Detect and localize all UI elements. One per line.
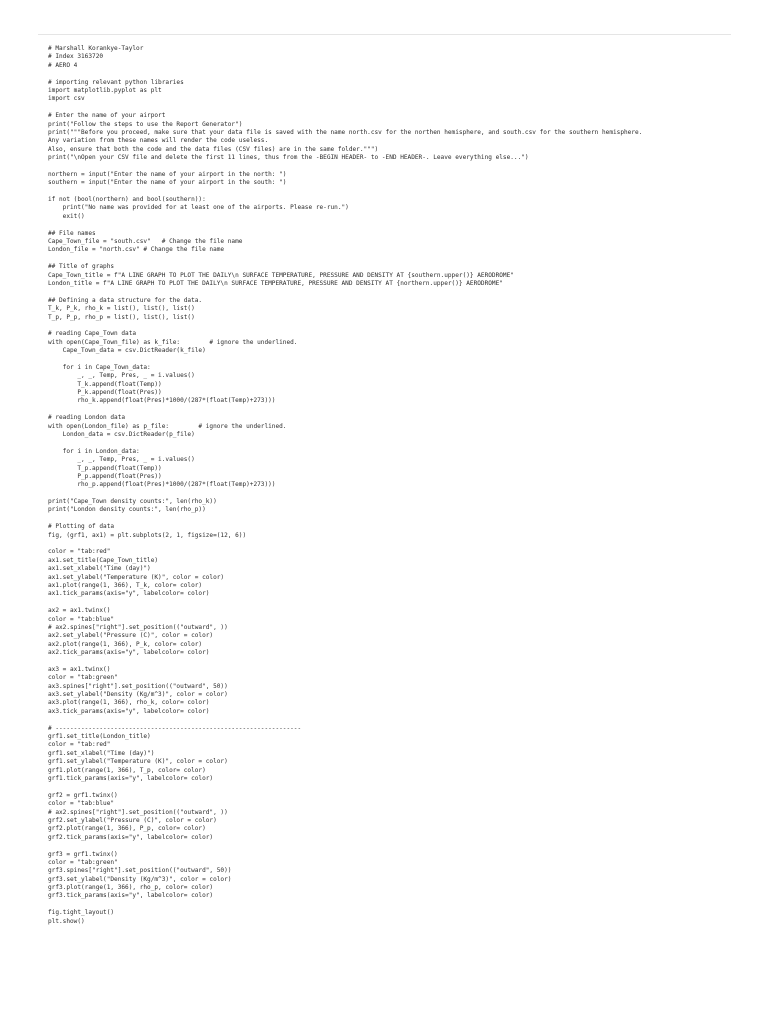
code-line: # importing relevant python libraries (48, 78, 184, 86)
code-line: grf2.set_ylabel("Pressure (C)", color = color) (48, 816, 217, 824)
code-line: ## File names (48, 229, 96, 237)
code-line: ## Title of graphs (48, 263, 115, 271)
code-line (48, 439, 738, 447)
code-line: # Marshall Korankye-Taylor (48, 45, 144, 52)
code-line (48, 540, 738, 548)
code-line: ax1.plot(range(1, 366), T_k, color= color) (48, 582, 203, 589)
code-line: Cape_Town_file = "south.csv" # Change the file name (48, 237, 243, 245)
code-line (48, 255, 738, 263)
code-line: plt.show() (48, 917, 85, 925)
code-line (48, 490, 738, 498)
code-line (48, 221, 738, 229)
code-line (48, 104, 738, 112)
code-line: T_k.append(float(Temp)) (48, 380, 162, 388)
code-line (48, 70, 738, 78)
code-line: with open(Cape_Town_file) as k_file: # ignore the underlined. (48, 338, 298, 346)
code-line: T_p.append(float(Temp)) (48, 464, 162, 472)
code-line: grf3.tick_params(axis="y", labelcolor= color) (48, 892, 214, 900)
code-line (48, 162, 738, 170)
code-line: T_k, P_k, rho_k = list(), list(), list() (48, 305, 195, 313)
top-divider (38, 34, 731, 35)
code-line: _, _, Temp, Pres, _ = i.values() (48, 456, 195, 464)
code-line: ax2 = ax1.twinx() (48, 607, 111, 615)
code-line: ## Defining a data structure for the data. (48, 296, 203, 304)
code-line: Cape_Town_data = csv.DictReader(k_file) (48, 347, 206, 355)
code-line: P_p.append(float(Pres)) (48, 472, 162, 480)
code-line (48, 599, 738, 607)
code-line: grf2 = grf1.twinx() (48, 791, 118, 799)
code-line: fig, (grf1, ax1) = plt.subplots(2, 1, figsize=(12, 6)) (48, 531, 247, 539)
code-line: Also, ensure that both the code and the data files (CSV files) are in the same folder.""") (48, 145, 379, 153)
code-line: grf1.set_ylabel("Temperature (K)", color = color) (48, 758, 228, 766)
code-line: if not (bool(northern) and bool(southern)): (48, 196, 206, 204)
code-line: Any variation from these names will render the code useless. (48, 137, 269, 145)
code-line: for i in Cape_Town_data: (48, 363, 151, 371)
code-line: London_file = "north.csv" # Change the file name (48, 246, 225, 254)
code-line: London_title = f"A LINE GRAPH TO PLOT THE DAILY\n SURFACE TEMPERATURE, PRESSURE AND DENSITY AT {northern.upper()} AERODROME" (48, 279, 503, 287)
code-line: ax3.tick_params(axis="y", labelcolor= color) (48, 707, 210, 715)
code-line: rho_p.append(float(Pres)*1000/(287*(float(Temp)+273))) (48, 481, 276, 489)
code-line: print("London density counts:", len(rho_p)) (48, 506, 206, 514)
code-line: color = "tab:red" (48, 741, 111, 749)
code-line: rho_k.append(float(Pres)*1000/(287*(float(Temp)+273))) (48, 397, 276, 405)
code-line: grf1.set_xlabel("Time (day)") (48, 749, 155, 757)
code-line: print("No name was provided for at least one of the airports. Please re-run.") (48, 204, 349, 212)
code-line: # Plotting of data (48, 523, 115, 531)
code-line (48, 515, 738, 523)
code-line: # Enter the name of your airport (48, 112, 166, 120)
code-line: grf3.plot(range(1, 366), rho_p, color= color) (48, 884, 214, 892)
code-line: ax3.set_ylabel("Density (Kg/m^3)", color = color) (48, 691, 228, 699)
code-line: ax3 = ax1.twinx() (48, 665, 111, 673)
code-line: grf3.spines["right"].set_position(("outward", 50)) (48, 867, 232, 875)
code-line: grf1.tick_params(axis="y", labelcolor= color) (48, 774, 214, 782)
code-line: color = "tab:blue" (48, 615, 115, 623)
code-line (48, 901, 738, 909)
code-line: southern = input("Enter the name of your airport in the south: ") (48, 179, 287, 187)
code-line: print("\nOpen your CSV file and delete the first 11 lines, thus from the -BEGIN HEADER- to -END HEADER-. Leave everything else...") (48, 154, 529, 162)
code-line: import csv (48, 95, 85, 103)
code-line (48, 406, 738, 414)
code-line: ax2.tick_params(axis="y", labelcolor= color) (48, 649, 210, 657)
code-line: print("""Before you proceed, make sure that your data file is saved with the name north.csv for the northen hemisphere, and south.csv for the southern hemisphere. (48, 128, 643, 136)
code-line: ax3.spines["right"].set_position(("outward", 50)) (48, 682, 228, 690)
code-line: grf3 = grf1.twinx() (48, 850, 118, 858)
code-line: Cape_Town_title = f"A LINE GRAPH TO PLOT THE DAILY\n SURFACE TEMPERATURE, PRESSURE AND DENSITY AT {southern.upper()} AERODROME" (48, 271, 514, 279)
code-line: with open(London_file) as p_file: # ignore the underlined. (48, 422, 287, 430)
code-line: # ------------------------------------------------------------------- (48, 724, 302, 732)
code-line (48, 783, 738, 791)
code-line: ax1.set_ylabel("Temperature (K)", color = color) (48, 573, 225, 581)
code-line: color = "tab:red" (48, 548, 111, 556)
code-line: ax1.tick_params(axis="y", labelcolor= color) (48, 590, 210, 598)
code-line: London_data = csv.DictReader(p_file) (48, 430, 195, 438)
code-line: # ax2.spines["right"].set_position(("outward", )) (48, 623, 228, 631)
code-line: ax2.plot(range(1, 366), P_k, color= color) (48, 640, 203, 648)
code-line: grf1.set_title(London_title) (48, 733, 151, 741)
code-line: color = "tab:green" (48, 674, 118, 682)
code-line: _, _, Temp, Pres, _ = i.values() (48, 372, 195, 380)
code-line: grf3.set_ylabel("Density (Kg/m^3)", color = color) (48, 875, 232, 883)
code-line (48, 188, 738, 196)
code-line: import matplotlib.pyplot as plt (48, 86, 162, 94)
code-line: # reading London data (48, 414, 126, 422)
code-line: T_p, P_p, rho_p = list(), list(), list() (48, 313, 195, 321)
code-line (48, 355, 738, 363)
code-line: P_k.append(float(Pres)) (48, 389, 162, 397)
code-line: grf1.plot(range(1, 366), T_p, color= color) (48, 766, 206, 774)
code-line: exit() (48, 212, 85, 220)
code-line (48, 658, 738, 666)
code-line: northern = input("Enter the name of your airport in the north: ") (48, 170, 287, 178)
code-line: # Index 3163720 (48, 53, 104, 61)
code-line (48, 288, 738, 296)
code-line: # AERO 4 (48, 61, 78, 69)
code-line (48, 716, 738, 724)
code-line: # reading Cape_Town data (48, 330, 137, 338)
code-line: ax2.set_ylabel("Pressure (C)", color = color) (48, 632, 214, 640)
code-line: print("Follow the steps to use the Report Generator") (48, 120, 243, 128)
code-line: for i in London_data: (48, 447, 140, 455)
code-line: grf2.plot(range(1, 366), P_p, color= color) (48, 825, 206, 833)
code-line (48, 322, 738, 330)
code-line: fig.tight_layout() (48, 909, 115, 917)
code-line (48, 842, 738, 850)
code-line: color = "tab:blue" (48, 800, 115, 808)
code-listing (48, 45, 738, 926)
code-line: ax1.set_title(Cape_Town_title) (48, 556, 159, 564)
code-line: ax3.plot(range(1, 366), rho_k, color= color) (48, 699, 210, 707)
code-line: color = "tab:green" (48, 858, 118, 866)
code-line: ax1.set_xlabel("Time (day)") (48, 565, 151, 573)
code-line: # ax2.spines["right"].set_position(("outward", )) (48, 808, 228, 816)
code-line: print("Cape_Town density counts:", len(rho_k)) (48, 498, 217, 506)
code-line: grf2.tick_params(axis="y", labelcolor= color) (48, 833, 214, 841)
